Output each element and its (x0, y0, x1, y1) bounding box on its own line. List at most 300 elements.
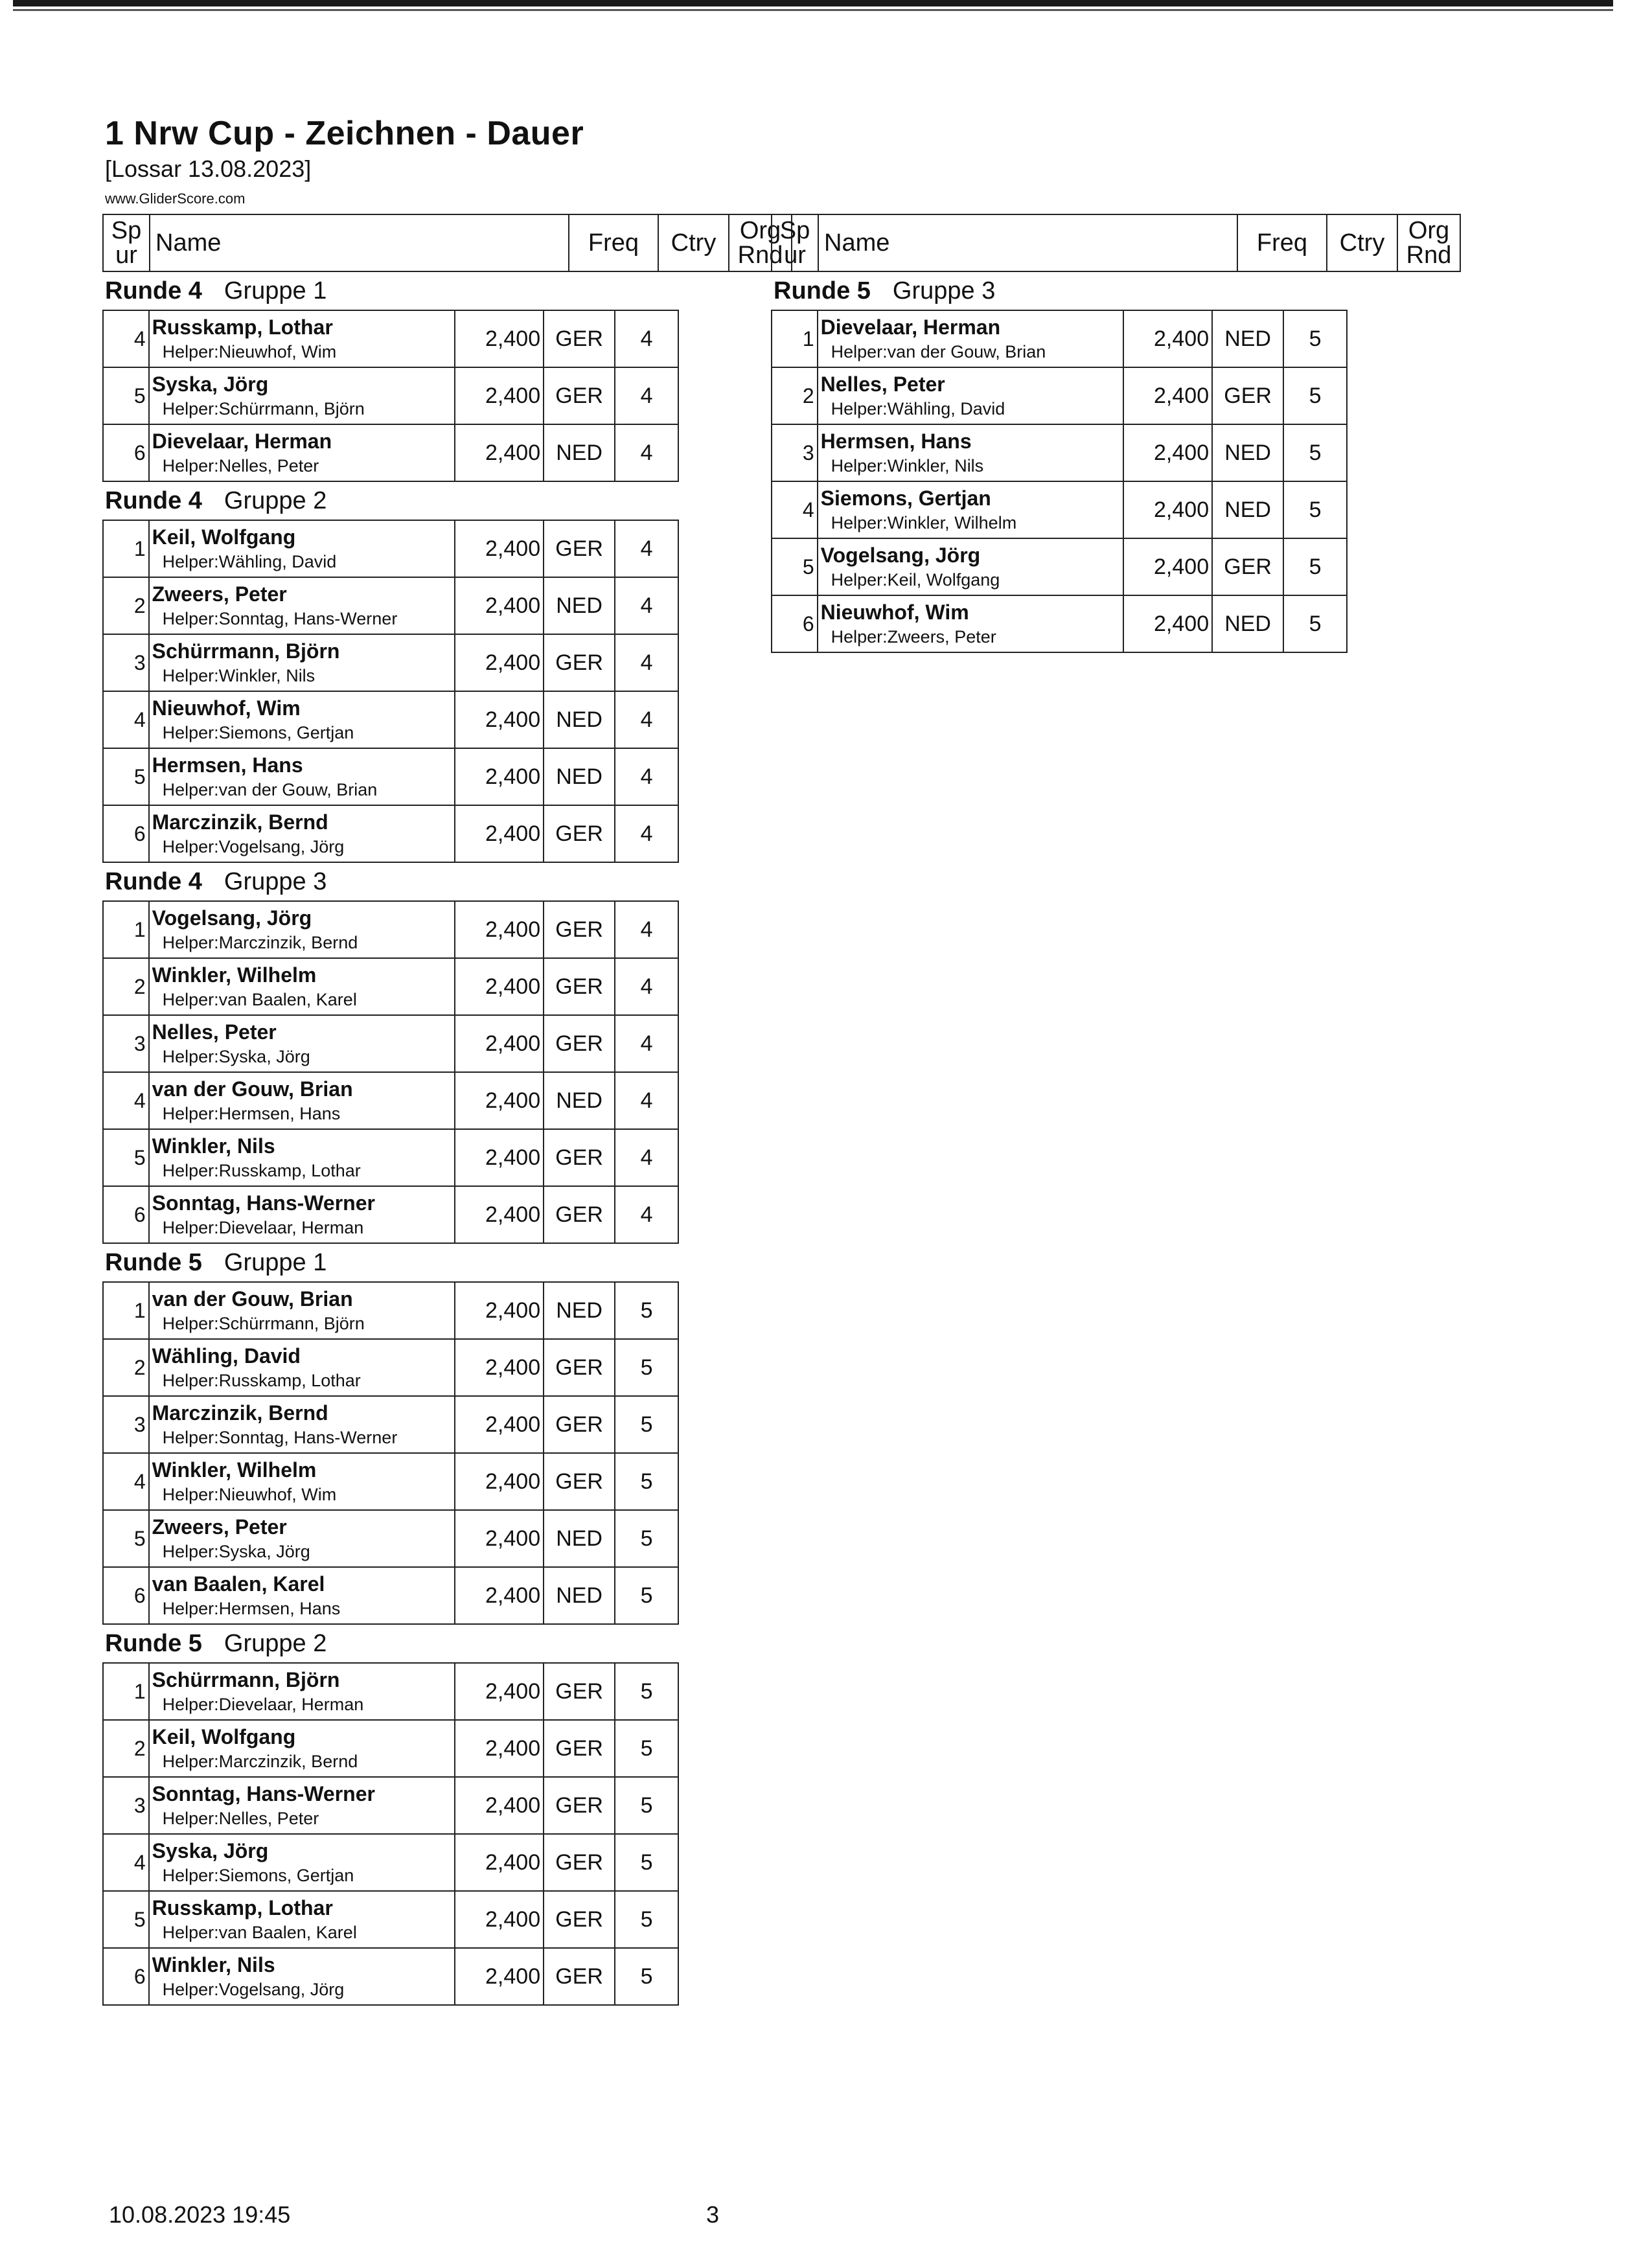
freq-cell: 2,400 (455, 1282, 544, 1339)
helper-name: Dievelaar, Herman (218, 1695, 364, 1714)
country-cell: GER (544, 1948, 615, 2005)
name-cell (818, 310, 1123, 367)
table-row (772, 424, 1347, 481)
country-cell: NED (544, 1072, 615, 1129)
name-cell (149, 367, 455, 424)
spur-cell: 5 (772, 538, 818, 595)
helper-line (821, 625, 1123, 648)
helper-line (152, 1216, 454, 1239)
round-cell: 4 (615, 310, 678, 367)
round-cell: 4 (615, 1072, 678, 1129)
helper-prefix: Helper: (162, 990, 219, 1009)
round-cell: 5 (615, 1777, 678, 1834)
round-cell: 4 (615, 577, 678, 634)
helper-prefix: Helper: (831, 456, 888, 475)
name-cell (149, 424, 455, 481)
round-cell: 4 (615, 424, 678, 481)
table-row (103, 1129, 678, 1186)
helper-line (152, 1807, 454, 1830)
name-cell (149, 1072, 455, 1129)
group-title (102, 863, 679, 900)
spur-cell: 6 (103, 805, 149, 862)
freq-cell: 2,400 (1123, 424, 1212, 481)
name-cell (149, 958, 455, 1015)
round-cell: 4 (615, 1186, 678, 1243)
helper-prefix: Helper: (162, 1428, 219, 1447)
freq-cell: 2,400 (455, 1396, 544, 1453)
pilot-name: Hermsen, Hans (820, 430, 972, 453)
helper-name: Russkamp, Lothar (218, 1371, 361, 1390)
table-row (103, 577, 678, 634)
name-cell (818, 481, 1123, 538)
helper-prefix: Helper: (162, 456, 219, 475)
group-title (102, 1244, 679, 1281)
country-cell: GER (544, 520, 615, 577)
freq-cell: 2,400 (455, 634, 544, 691)
freq-cell: 2,400 (1123, 481, 1212, 538)
country-cell: NED (1212, 424, 1283, 481)
round-cell: 5 (1283, 310, 1347, 367)
round-cell: 4 (615, 1015, 678, 1072)
helper-line (152, 1045, 454, 1068)
runde-label: Runde 5 (774, 277, 871, 304)
name-cell (149, 1339, 455, 1396)
right-column (771, 214, 1452, 653)
helper-name: Wähling, David (887, 399, 1005, 418)
group-table (102, 520, 679, 863)
country-cell: GER (544, 901, 615, 958)
header-spur-line2: ur (115, 242, 137, 269)
helper-name: Sonntag, Hans-Werner (218, 1428, 398, 1447)
spur-cell: 2 (103, 577, 149, 634)
website-label: www.GliderScore.com (105, 190, 246, 207)
table-row (103, 958, 678, 1015)
country-cell: GER (544, 1891, 615, 1948)
country-cell: GER (544, 1339, 615, 1396)
country-cell: GER (544, 1396, 615, 1453)
freq-cell: 2,400 (1123, 538, 1212, 595)
name-cell (149, 1129, 455, 1186)
helper-name: van Baalen, Karel (218, 1923, 357, 1942)
spur-cell: 5 (103, 1891, 149, 1948)
group-title (102, 1625, 679, 1662)
round-cell: 5 (615, 1834, 678, 1891)
helper-prefix: Helper: (831, 513, 888, 533)
name-cell (149, 1510, 455, 1567)
helper-name: Vogelsang, Jörg (218, 837, 345, 856)
helper-name: Winkler, Nils (218, 666, 315, 685)
group-table (102, 900, 679, 1244)
country-cell: NED (1212, 595, 1283, 652)
table-header (102, 214, 792, 272)
country-cell: GER (544, 958, 615, 1015)
table-row (103, 691, 678, 748)
spur-cell: 5 (103, 1510, 149, 1567)
table-row (103, 1282, 678, 1339)
table-row (103, 901, 678, 958)
spur-cell: 3 (103, 1396, 149, 1453)
helper-name: Syska, Jörg (218, 1047, 310, 1066)
table-row (103, 1510, 678, 1567)
helper-prefix: Helper: (162, 723, 219, 742)
table-row (103, 1834, 678, 1891)
spur-cell: 2 (103, 1720, 149, 1777)
helper-line (152, 397, 454, 420)
freq-cell: 2,400 (455, 424, 544, 481)
header-rnd-line1: Org (1408, 217, 1450, 244)
round-cell: 5 (1283, 367, 1347, 424)
runde-label: Runde 4 (105, 868, 202, 895)
scan-top-border (13, 0, 1613, 6)
helper-name: Wähling, David (218, 552, 337, 571)
pilot-name: Winkler, Wilhelm (152, 963, 317, 987)
helper-name: Zweers, Peter (887, 627, 996, 647)
runde-label: Runde 4 (105, 277, 202, 304)
spur-cell: 3 (103, 634, 149, 691)
round-cell: 4 (615, 1129, 678, 1186)
header-name: Name (150, 214, 569, 271)
name-cell (818, 538, 1123, 595)
country-cell: GER (544, 310, 615, 367)
helper-line (152, 454, 454, 477)
pilot-name: van der Gouw, Brian (152, 1077, 353, 1101)
name-cell (818, 367, 1123, 424)
name-cell (149, 1891, 455, 1948)
pilot-name: Zweers, Peter (152, 1515, 287, 1539)
spur-cell: 1 (103, 1282, 149, 1339)
table-row (772, 538, 1347, 595)
round-cell: 5 (615, 1567, 678, 1624)
country-cell: NED (1212, 481, 1283, 538)
header-rnd-line2: Rnd (737, 242, 783, 269)
helper-prefix: Helper: (162, 1599, 219, 1618)
country-cell: GER (544, 1186, 615, 1243)
pilot-name: Sonntag, Hans-Werner (152, 1191, 375, 1215)
left-column (102, 214, 783, 2006)
freq-cell: 2,400 (455, 1777, 544, 1834)
header-spur-line1: Sp (779, 217, 810, 244)
helper-prefix: Helper: (162, 1752, 219, 1771)
page-subtitle: [Lossar 13.08.2023] (105, 155, 312, 182)
page-title: 1 Nrw Cup - Zeichnen - Dauer (105, 115, 584, 152)
freq-cell: 2,400 (455, 310, 544, 367)
helper-prefix: Helper: (831, 342, 888, 361)
spur-cell: 6 (103, 1186, 149, 1243)
helper-line (152, 1693, 454, 1716)
name-cell (149, 1663, 455, 1720)
table-row (103, 1663, 678, 1720)
table-row (103, 805, 678, 862)
runde-label: Runde 5 (105, 1630, 202, 1657)
table-row (103, 634, 678, 691)
pilot-name: Wähling, David (152, 1344, 301, 1368)
helper-line (821, 397, 1123, 420)
header-spur (103, 214, 150, 271)
country-cell: NED (544, 424, 615, 481)
header-rnd-line1: Org (739, 217, 781, 244)
table-row (103, 1948, 678, 2005)
header-ctry: Ctry (1327, 214, 1397, 271)
spur-cell: 4 (103, 691, 149, 748)
pilot-name: Dievelaar, Herman (820, 315, 1001, 339)
helper-line (152, 1159, 454, 1182)
round-cell: 5 (615, 1891, 678, 1948)
helper-prefix: Helper: (162, 1218, 219, 1237)
helper-prefix: Helper: (162, 1047, 219, 1066)
pilot-name: Schürrmann, Björn (152, 1668, 340, 1691)
helper-prefix: Helper: (162, 1161, 219, 1180)
table-row (103, 1567, 678, 1624)
helper-line (152, 664, 454, 687)
freq-cell: 2,400 (455, 520, 544, 577)
header-ctry: Ctry (658, 214, 729, 271)
pilot-name: Schürrmann, Björn (152, 639, 340, 663)
pilot-name: Nelles, Peter (152, 1020, 277, 1044)
name-cell (149, 1720, 455, 1777)
pilot-name: Dievelaar, Herman (152, 430, 332, 453)
helper-line (152, 778, 454, 801)
helper-prefix: Helper: (162, 1371, 219, 1390)
freq-cell: 2,400 (455, 1186, 544, 1243)
freq-cell: 2,400 (455, 805, 544, 862)
helper-name: Marczinzik, Bernd (218, 1752, 358, 1771)
country-cell: NED (544, 1282, 615, 1339)
name-cell (149, 805, 455, 862)
round-cell: 5 (1283, 538, 1347, 595)
country-cell: GER (1212, 538, 1283, 595)
round-cell: 5 (615, 1396, 678, 1453)
table-row (103, 1186, 678, 1243)
freq-cell: 2,400 (455, 1510, 544, 1567)
freq-cell: 2,400 (455, 1015, 544, 1072)
country-cell: GER (544, 1834, 615, 1891)
header-spur-line1: Sp (111, 217, 142, 244)
table-header (771, 214, 1461, 272)
helper-name: van der Gouw, Brian (218, 780, 378, 799)
helper-line (152, 1312, 454, 1335)
pilot-name: Sonntag, Hans-Werner (152, 1782, 375, 1805)
freq-cell: 2,400 (1123, 367, 1212, 424)
name-cell (149, 1948, 455, 2005)
pilot-name: Zweers, Peter (152, 582, 287, 606)
helper-name: Keil, Wolfgang (887, 570, 1000, 590)
footer-date: 10.08.2023 19:45 (109, 2201, 291, 2228)
helper-name: van Baalen, Karel (218, 990, 357, 1009)
round-cell: 5 (1283, 595, 1347, 652)
name-cell (149, 1834, 455, 1891)
group-title (102, 482, 679, 520)
helper-prefix: Helper: (162, 1809, 219, 1828)
gruppe-label: Gruppe 3 (892, 277, 996, 304)
country-cell: GER (544, 805, 615, 862)
pilot-name: Nelles, Peter (820, 372, 945, 396)
table-row (103, 1777, 678, 1834)
helper-line (152, 1978, 454, 2001)
name-cell (149, 1396, 455, 1453)
helper-name: Nieuwhof, Wim (218, 342, 337, 361)
round-cell: 5 (615, 1339, 678, 1396)
name-cell (149, 634, 455, 691)
header-rnd-line2: Rnd (1406, 242, 1452, 269)
header-org-rnd (1397, 214, 1460, 271)
helper-name: Schürrmann, Björn (218, 1314, 365, 1333)
helper-line (821, 511, 1123, 534)
round-cell: 5 (615, 1282, 678, 1339)
helper-name: Marczinzik, Bernd (218, 933, 358, 952)
spur-cell: 4 (772, 481, 818, 538)
gruppe-label: Gruppe 3 (224, 868, 327, 895)
helper-line (152, 1483, 454, 1506)
helper-name: Sonntag, Hans-Werner (218, 609, 398, 628)
country-cell: NED (544, 1510, 615, 1567)
spur-cell: 3 (103, 1015, 149, 1072)
spur-cell: 1 (772, 310, 818, 367)
runde-label: Runde 4 (105, 487, 202, 514)
table-row (103, 1891, 678, 1948)
helper-line (152, 988, 454, 1011)
round-cell: 4 (615, 958, 678, 1015)
freq-cell: 2,400 (455, 1663, 544, 1720)
country-cell: NED (544, 691, 615, 748)
country-cell: NED (1212, 310, 1283, 367)
spur-cell: 3 (772, 424, 818, 481)
freq-cell: 2,400 (455, 748, 544, 805)
helper-line (152, 550, 454, 573)
table-row (103, 424, 678, 481)
helper-name: Hermsen, Hans (218, 1104, 341, 1123)
country-cell: NED (544, 1567, 615, 1624)
pilot-name: Nieuwhof, Wim (820, 601, 969, 624)
helper-name: Dievelaar, Herman (218, 1218, 364, 1237)
helper-name: Nelles, Peter (218, 1809, 319, 1828)
freq-cell: 2,400 (455, 1948, 544, 2005)
spur-cell: 5 (103, 367, 149, 424)
helper-name: Nelles, Peter (218, 456, 319, 475)
country-cell: GER (544, 1453, 615, 1510)
table-row (103, 1015, 678, 1072)
name-cell (149, 691, 455, 748)
helper-name: Russkamp, Lothar (218, 1161, 361, 1180)
freq-cell: 2,400 (1123, 595, 1212, 652)
name-cell (149, 748, 455, 805)
name-cell (818, 424, 1123, 481)
helper-prefix: Helper: (162, 342, 219, 361)
spur-cell: 4 (103, 1072, 149, 1129)
freq-cell: 2,400 (1123, 310, 1212, 367)
helper-prefix: Helper: (162, 666, 219, 685)
pilot-name: Marczinzik, Bernd (152, 1401, 328, 1425)
helper-line (152, 1750, 454, 1773)
header-freq: Freq (1237, 214, 1327, 271)
helper-prefix: Helper: (831, 627, 888, 647)
table-row (103, 1339, 678, 1396)
round-cell: 4 (615, 520, 678, 577)
country-cell: NED (544, 577, 615, 634)
freq-cell: 2,400 (455, 1339, 544, 1396)
freq-cell: 2,400 (455, 1720, 544, 1777)
helper-prefix: Helper: (831, 399, 888, 418)
round-cell: 5 (615, 1663, 678, 1720)
round-cell: 5 (1283, 424, 1347, 481)
table-row (103, 367, 678, 424)
name-cell (149, 901, 455, 958)
footer-page-number: 3 (706, 2201, 720, 2228)
name-cell (149, 577, 455, 634)
freq-cell: 2,400 (455, 367, 544, 424)
group-table (102, 310, 679, 482)
country-cell: GER (544, 1015, 615, 1072)
pilot-name: Siemons, Gertjan (820, 487, 991, 510)
pilot-name: Syska, Jörg (152, 1839, 269, 1862)
round-cell: 5 (615, 1453, 678, 1510)
round-cell: 5 (1283, 481, 1347, 538)
spur-cell: 2 (103, 958, 149, 1015)
helper-prefix: Helper: (162, 837, 219, 856)
helper-prefix: Helper: (162, 1104, 219, 1123)
pilot-name: Russkamp, Lothar (152, 315, 333, 339)
runde-label: Runde 5 (105, 1249, 202, 1276)
gruppe-label: Gruppe 1 (224, 1249, 327, 1276)
round-cell: 4 (615, 901, 678, 958)
gruppe-label: Gruppe 2 (224, 487, 327, 514)
spur-cell: 4 (103, 1834, 149, 1891)
group-table (102, 1662, 679, 2006)
helper-line (152, 1540, 454, 1563)
country-cell: GER (544, 1720, 615, 1777)
spur-cell: 5 (103, 1129, 149, 1186)
pilot-name: Winkler, Nils (152, 1134, 275, 1158)
round-cell: 4 (615, 367, 678, 424)
pilot-name: Winkler, Nils (152, 1953, 275, 1976)
spur-cell: 4 (103, 310, 149, 367)
freq-cell: 2,400 (455, 1834, 544, 1891)
group-table (102, 1281, 679, 1625)
table-row (103, 520, 678, 577)
spur-cell: 6 (772, 595, 818, 652)
helper-line (152, 721, 454, 744)
header-spur-line2: ur (784, 242, 806, 269)
helper-name: Winkler, Nils (887, 456, 984, 475)
name-cell (149, 1567, 455, 1624)
name-cell (149, 1777, 455, 1834)
header-freq: Freq (569, 214, 658, 271)
spur-cell: 2 (103, 1339, 149, 1396)
country-cell: GER (544, 1129, 615, 1186)
helper-name: Hermsen, Hans (218, 1599, 341, 1618)
helper-prefix: Helper: (162, 609, 219, 628)
helper-prefix: Helper: (162, 933, 219, 952)
helper-name: Syska, Jörg (218, 1542, 310, 1561)
round-cell: 4 (615, 634, 678, 691)
freq-cell: 2,400 (455, 691, 544, 748)
pilot-name: Marczinzik, Bernd (152, 810, 328, 834)
helper-line (821, 454, 1123, 477)
name-cell (149, 520, 455, 577)
helper-name: Siemons, Gertjan (218, 1866, 354, 1885)
helper-prefix: Helper: (162, 1695, 219, 1714)
helper-line (152, 1597, 454, 1620)
round-cell: 4 (615, 748, 678, 805)
table-row (772, 595, 1347, 652)
helper-line (152, 1102, 454, 1125)
name-cell (818, 595, 1123, 652)
round-cell: 5 (615, 1720, 678, 1777)
name-cell (149, 1282, 455, 1339)
helper-name: van der Gouw, Brian (887, 342, 1046, 361)
table-row (103, 310, 678, 367)
helper-prefix: Helper: (831, 570, 888, 590)
scan-top-border-thin (13, 9, 1613, 11)
